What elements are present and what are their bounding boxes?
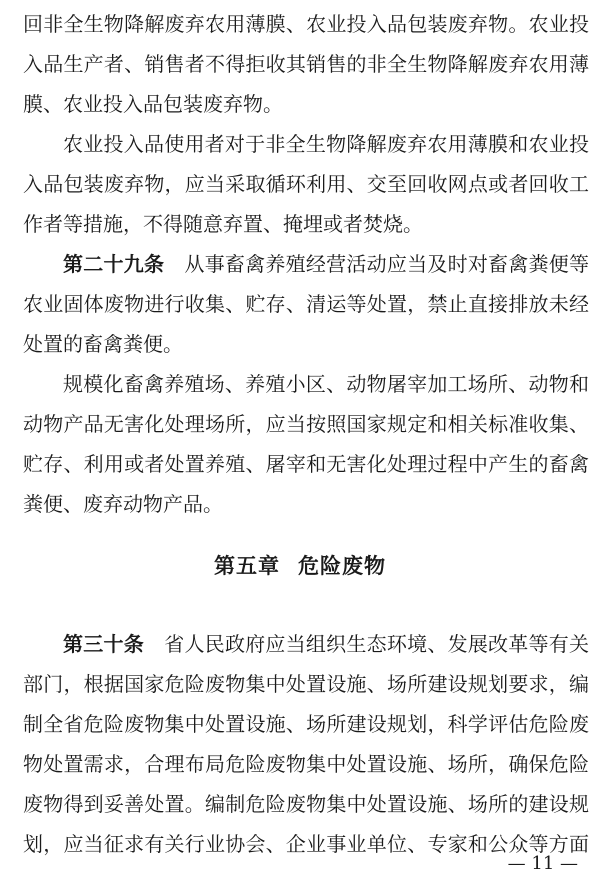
text-line: 物处置需求，合理布局危险废物集中处置设施、场所，确保危险 (23, 752, 589, 776)
text-line: 农业投入品使用者对于非全生物降解废弃农用薄膜和农业投 (63, 132, 589, 156)
text-line: 制全省危险废物集中处置设施、场所建设规划，科学评估危险废 (23, 712, 589, 736)
chapter-heading (0, 548, 600, 584)
article-text: 从事畜禽养殖经营活动应当及时对畜禽粪便等 (184, 252, 589, 276)
text-line: 贮存、利用或者处置养殖、屠宰和无害化处理过程中产生的畜禽 (23, 452, 589, 476)
text-line: 农业固体废物进行收集、贮存、清运等处置，禁止直接排放未经 (23, 292, 589, 316)
chapter-title: 危险废物 (298, 554, 386, 578)
text-line: 粪便、废弃动物产品。 (23, 492, 223, 516)
text-line: 动物产品无害化处理场所，应当按照国家规定和相关标准收集、 (23, 412, 589, 436)
text-line: 回非全生物降解废弃农用薄膜、农业投入品包装废弃物。农业投 (23, 12, 589, 36)
page-number: — 11 — (507, 853, 578, 874)
text-line: 划，应当征求有关行业协会、企业事业单位、专家和公众等方面 (23, 832, 589, 856)
text-line: 废物得到妥善处置。编制危险废物集中处置设施、场所的建设规 (23, 792, 589, 816)
text-line: 作者等措施，不得随意弃置、掩埋或者焚烧。 (23, 212, 423, 236)
article-label: 第三十条 (63, 632, 144, 656)
text-line: 部门，根据国家危险废物集中处置设施、场所建设规划要求，编 (23, 672, 589, 696)
text-line: 处置的畜禽粪便。 (23, 332, 183, 356)
text-line: 规模化畜禽养殖场、养殖小区、动物屠宰加工场所、动物和 (63, 372, 589, 396)
text-line: 膜、农业投入品包装废弃物。 (23, 92, 283, 116)
text-line: 入品包装废弃物，应当采取循环利用、交至回收网点或者回收工 (23, 172, 589, 196)
article-label: 第二十九条 (63, 252, 165, 276)
article-text: 省人民政府应当组织生态环境、发展改革等有关 (164, 632, 589, 656)
text-line: 入品生产者、销售者不得拒收其销售的非全生物降解废弃农用薄 (23, 52, 589, 76)
article-first-line (63, 626, 589, 662)
article-first-line (63, 246, 589, 282)
chapter-number: 第五章 (214, 554, 280, 578)
